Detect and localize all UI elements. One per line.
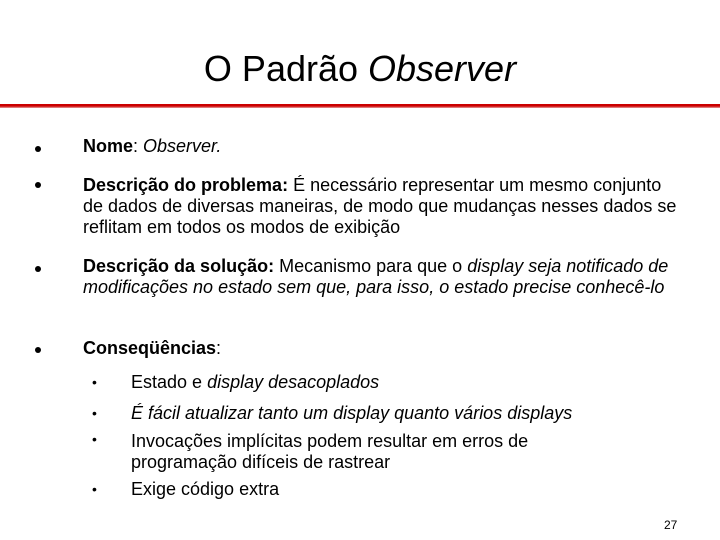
sub-item-italic: display desacoplados	[207, 372, 380, 392]
bullet-dot	[35, 266, 41, 272]
list-item-nome	[83, 136, 683, 157]
bullet-dot	[35, 146, 41, 152]
sub-bullet: •	[92, 431, 97, 447]
item-separator: :	[216, 338, 222, 358]
sub-item-italic: É fácil atualizar tanto um display quanto vários displays	[131, 403, 573, 423]
item-separator: :	[133, 136, 144, 156]
sub-item-text: Invocações implícitas podem resultar em erros de programação difíceis de rastrear	[131, 431, 529, 472]
page-number: 27	[664, 518, 678, 532]
list-item-problema	[83, 175, 683, 238]
sub-bullet: •	[92, 374, 97, 390]
item-text: Mecanismo para que o	[274, 256, 468, 276]
sub-item-text: Exige código extra	[131, 479, 280, 499]
sub-item-codigo-extra	[131, 479, 691, 500]
bullet-dot	[35, 182, 41, 188]
item-label: Descrição do problema:	[83, 175, 289, 195]
sub-item-facil-atualizar	[131, 403, 691, 424]
item-label: Nome	[83, 136, 134, 156]
bullet-dot	[35, 347, 41, 353]
sub-bullet: •	[92, 481, 97, 497]
slide-title	[0, 48, 720, 90]
sub-item-invocacoes	[131, 431, 591, 473]
item-value: Observer.	[143, 136, 222, 156]
item-label: Descrição da solução:	[83, 256, 275, 276]
item-text: É necessário representar um mesmo conjunto de dados de diversas maneiras, de modo que mudanças nesses dados se reflitam em todos os modos de exibição	[83, 175, 677, 237]
list-item-solucao	[83, 256, 683, 298]
sub-item-desacoplados	[131, 372, 691, 393]
item-label: Conseqüências	[83, 338, 217, 358]
sub-bullet: •	[92, 405, 97, 421]
sub-item-text: Estado e	[131, 372, 208, 392]
item-italic-text: display seja notificado de modificações no estado sem que, para isso, o estado precise conhecê-lo	[83, 256, 669, 297]
title-text: O Padrão	[203, 48, 369, 89]
title-divider	[0, 104, 720, 108]
title-italic-text: Observer	[368, 48, 517, 89]
list-item-consequencias	[83, 338, 683, 359]
